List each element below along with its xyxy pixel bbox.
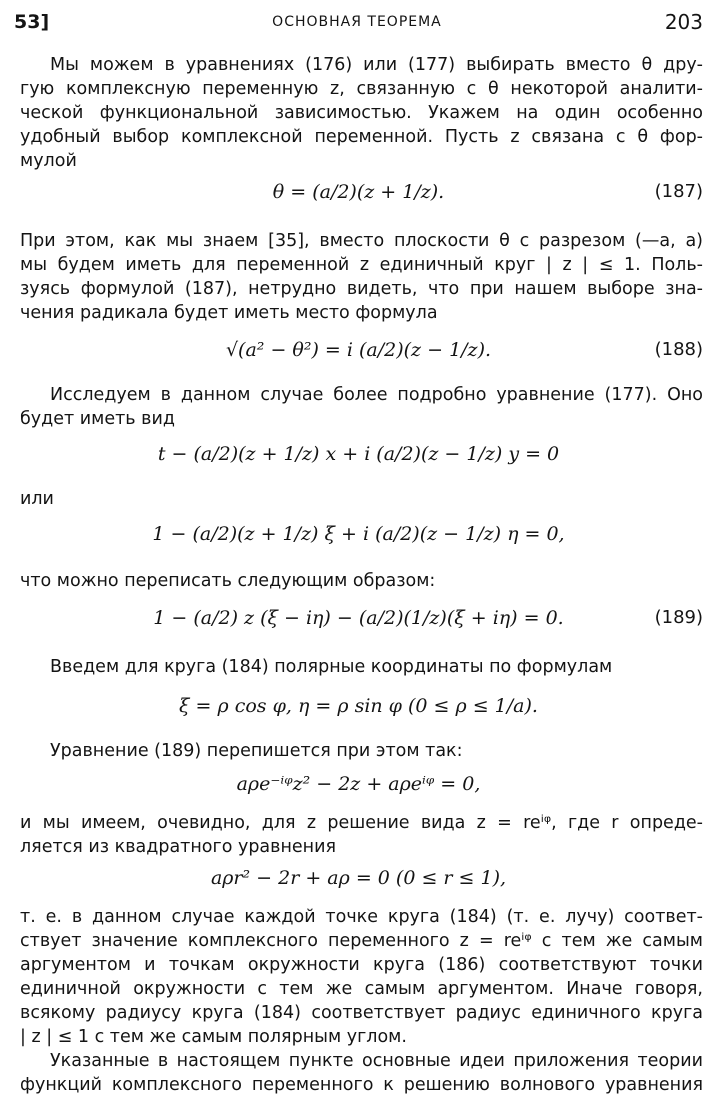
text-line: удобный выбор комплексной переменной. Пусть z связана с θ фор-	[20, 127, 703, 147]
formula-188	[0, 328, 717, 372]
formula-expression: aρe⁻ⁱᵠz² − 2z + aρeⁱᵠ = 0,	[236, 773, 481, 795]
formula-187	[0, 170, 717, 214]
text-line: т. е. в данном случае каждой точке круга (184) (т. е. лучу) соответ-	[20, 907, 703, 927]
text-line: функций комплексного переменного к решению волнового уравнения	[20, 1075, 703, 1095]
equation-number: (188)	[654, 339, 703, 360]
formula-expression: 1 − (a/2) z (ξ − iη) − (a/2)(1/z)(ξ + iη) = 0.	[153, 607, 564, 629]
formula-expression: ξ = ρ cos φ, η = ρ sin φ (0 ≤ ρ ≤ 1/a).	[179, 695, 538, 717]
text-line: мулой	[20, 151, 77, 171]
text-line: и мы имеем, очевидно, для z решение вида z = reⁱᵠ, где r опреде-	[20, 813, 703, 833]
formula-rewritten-189	[0, 762, 717, 806]
formula-polar	[0, 684, 717, 728]
text-line: будет иметь вид	[20, 409, 175, 429]
text-line: ляется из квадратного уравнения	[20, 837, 337, 857]
formula-expression: θ = (a/2)(z + 1/z).	[272, 181, 445, 203]
text-line: ствует значение комплексного переменного z = reⁱᵠ с тем же самым	[20, 931, 703, 951]
formula-t-equation	[0, 432, 717, 476]
text-line: или	[20, 489, 54, 509]
text-line: аргументом и точкам окружности круга (186) соответствуют точки	[20, 955, 703, 975]
running-title: ОСНОВНАЯ ТЕОРЕМА	[272, 14, 442, 30]
text-line: что можно переписать следующим образом:	[20, 571, 436, 591]
text-line: единичной окружности с тем же самым аргументом. Иначе говоря,	[20, 979, 703, 999]
equation-number: (187)	[654, 181, 703, 202]
section-number: 53]	[14, 11, 50, 33]
formula-expression: √(a² − θ²) = i (a/2)(z − 1/z).	[225, 339, 492, 361]
text-line: ческой функциональной зависимостью. Укажем на один особенно	[20, 103, 703, 123]
page-number: 203	[664, 10, 703, 34]
formula-189	[0, 596, 717, 640]
formula-quadratic	[0, 856, 717, 900]
text-line: мы будем иметь для переменной z единичный круг | z | ≤ 1. Поль-	[20, 255, 703, 275]
text-line: При этом, как мы знаем [35], вместо плоскости θ с разрезом (—a, a)	[20, 231, 703, 251]
text-line: всякому радиусу круга (184) соответствует радиус единичного круга	[20, 1003, 703, 1023]
formula-expression: t − (a/2)(z + 1/z) x + i (a/2)(z − 1/z) y = 0	[157, 443, 560, 465]
equation-number: (189)	[654, 607, 703, 628]
text-line: Исследуем в данном случае более подробно уравнение (177). Оно	[50, 385, 703, 405]
text-line: Уравнение (189) перепишется при этом так:	[50, 741, 463, 761]
text-line: зуясь формулой (187), нетрудно видеть, что при нашем выборе зна-	[20, 279, 703, 299]
text-line: Введем для круга (184) полярные координаты по формулам	[50, 657, 613, 677]
formula-expression: aρr² − 2r + aρ = 0 (0 ≤ r ≤ 1),	[210, 867, 507, 889]
text-line: | z | ≤ 1 с тем же самым полярным углом.	[20, 1027, 407, 1047]
formula-expression: 1 − (a/2)(z + 1/z) ξ + i (a/2)(z − 1/z) η = 0,	[152, 523, 565, 545]
text-line: Указанные в настоящем пункте основные идеи приложения теории	[50, 1051, 703, 1071]
formula-xi-eta	[0, 512, 717, 556]
text-line: чения радикала будет иметь место формула	[20, 303, 438, 323]
text-line: Мы можем в уравнениях (176) или (177) выбирать вместо θ дру-	[50, 55, 703, 75]
running-header	[14, 8, 703, 36]
text-line: гую комплексную переменную z, связанную с θ некоторой аналити-	[20, 79, 703, 99]
